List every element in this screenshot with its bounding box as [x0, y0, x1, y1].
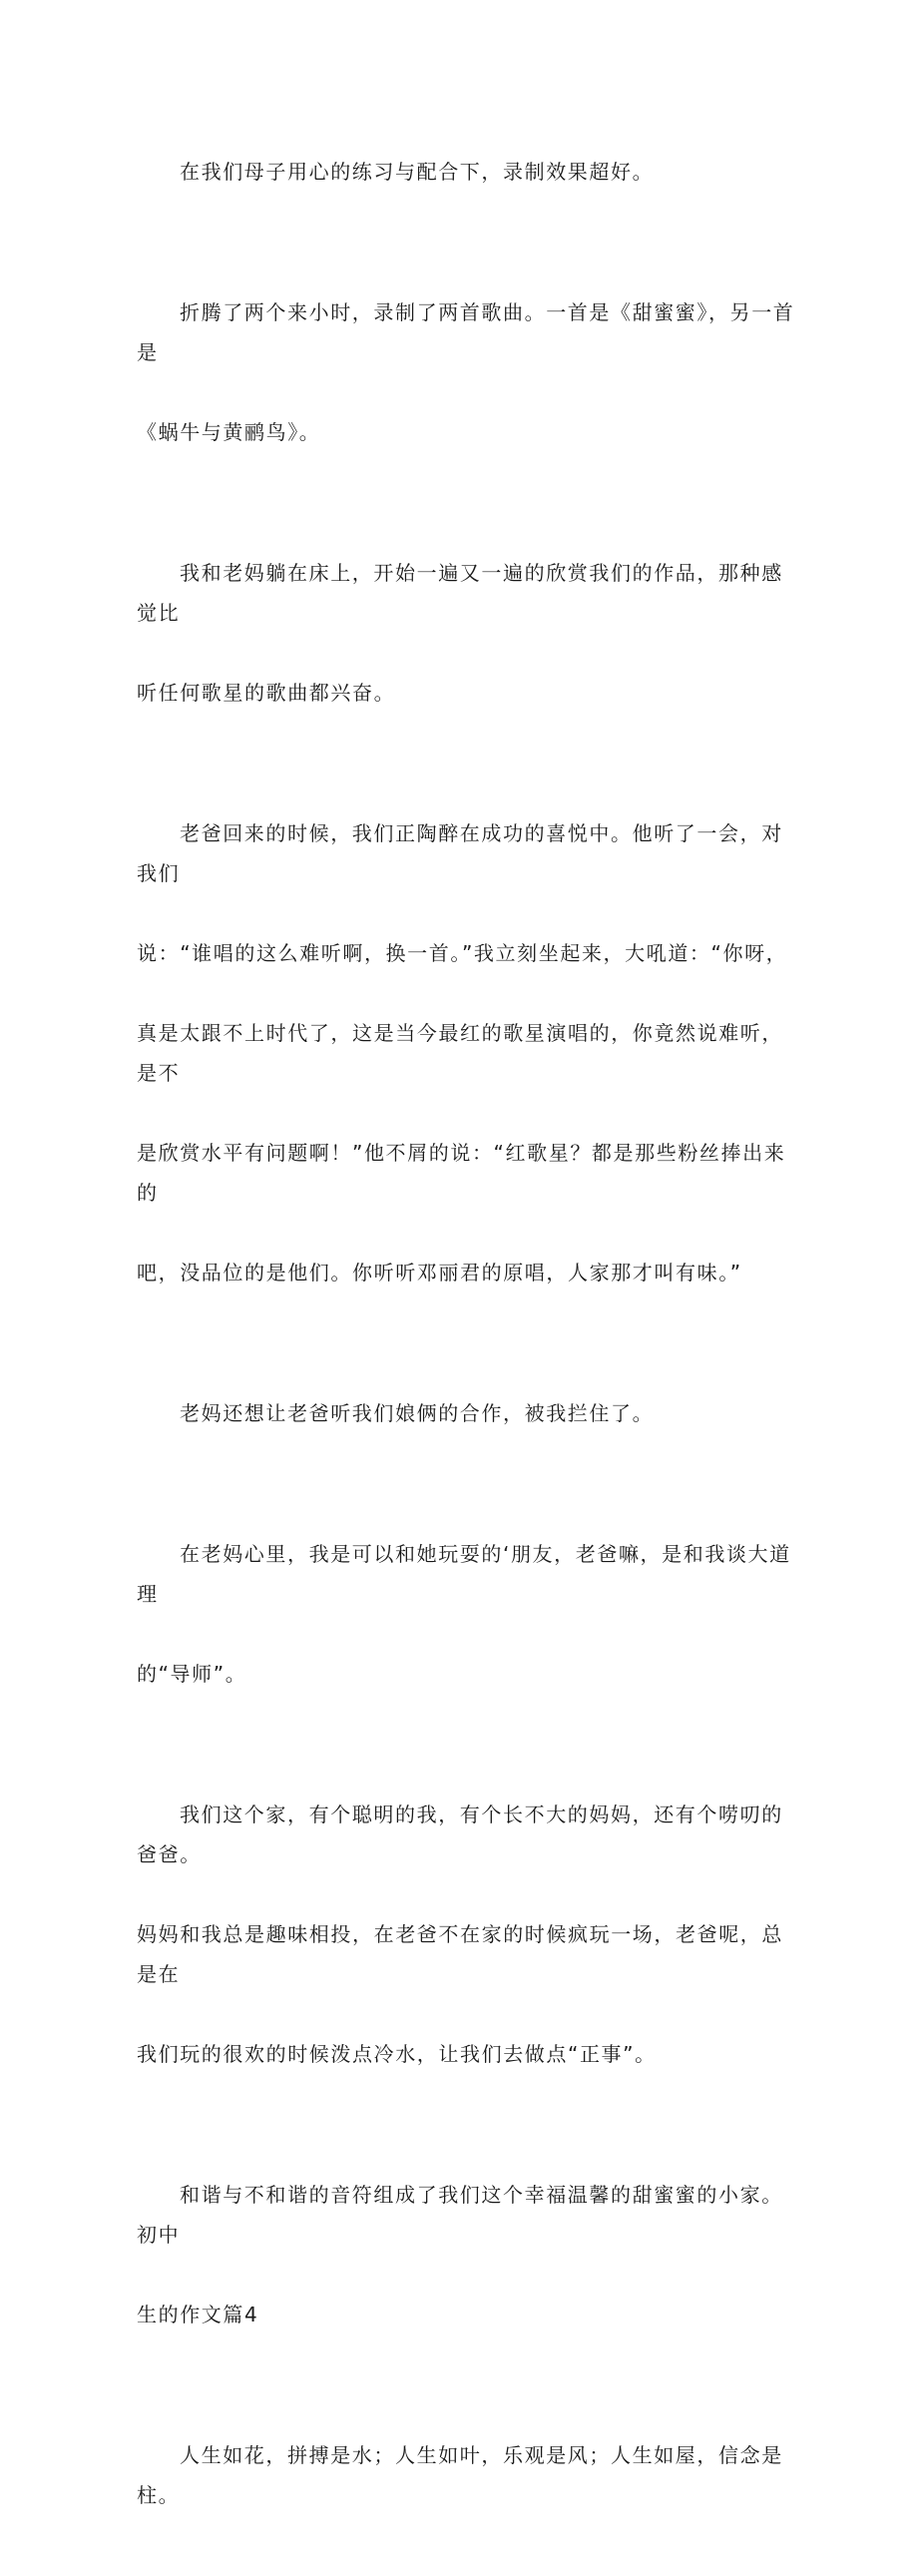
text-line: 折腾了两个来小时，录制了两首歌曲。一首是《甜蜜蜜》，另一首是	[137, 300, 795, 364]
text-line: 老妈还想让老爸听我们娘俩的合作，被我拦住了。	[180, 1401, 655, 1425]
text-line: 在我们母子用心的练习与配合下，录制效果超好。	[180, 160, 655, 184]
paragraph-6	[137, 1494, 795, 1734]
text-line: 在老妈心里，我是可以和她玩耍的‘朋友，老爸嘛，是和我谈大道理	[137, 1542, 791, 1606]
text-line: 和谐与不和谐的音符组成了我们这个幸福温馨的甜蜜蜜的小家。初中	[137, 2183, 783, 2247]
text-line: 真是太跟不上时代了，这是当今最红的歌星演唱的，你竟然说难听，是不	[137, 1021, 783, 1085]
document-body	[137, 112, 795, 2576]
text-line: 生的作文篇4	[137, 2303, 259, 2326]
text-line: 我们玩的很欢的时候泼点冷水，让我们去做点“正事”。	[137, 2042, 657, 2066]
paragraph-4	[137, 773, 795, 1332]
paragraph-2	[137, 253, 795, 492]
paragraph-5	[137, 1353, 795, 1473]
paragraph-3	[137, 513, 795, 753]
text-line: 老爸回来的时候，我们正陶醉在成功的喜悦中。他听了一会，对我们	[137, 821, 783, 885]
text-line: 妈妈和我总是趣味相投，在老爸不在家的时候疯玩一场，老爸呢，总是在	[137, 1922, 783, 1986]
text-line: 人生如花，拼搏是水；人生如叶，乐观是风；人生如屋，信念是柱。	[137, 2443, 783, 2507]
text-line: 《蜗牛与黄鹂鸟》。	[137, 420, 321, 444]
text-line: 的“导师”。	[137, 1662, 247, 1686]
text-line: 说：“谁唱的这么难听啊，换一首。”我立刻坐起来，大吼道：“你呀，	[137, 941, 788, 965]
text-line: 吧，没品位的是他们。你听听邓丽君的原唱，人家那才叫有味。”	[137, 1261, 742, 1285]
text-line: 听任何歌星的歌曲都兴奋。	[137, 681, 396, 705]
text-line: 我们这个家，有个聪明的我，有个长不大的妈妈，还有个唠叨的爸爸。	[137, 1803, 783, 1866]
paragraph-1	[137, 112, 795, 232]
paragraph-8	[137, 2135, 795, 2374]
text-line: 我和老妈躺在床上，开始一遍又一遍的欣赏我们的作品，那种感觉比	[137, 561, 783, 625]
text-line: 是欣赏水平有问题啊！”他不屑的说：“红歌星？都是那些粉丝捧出来的	[137, 1141, 786, 1205]
paragraph-9	[137, 2395, 795, 2555]
paragraph-7	[137, 1755, 795, 2114]
